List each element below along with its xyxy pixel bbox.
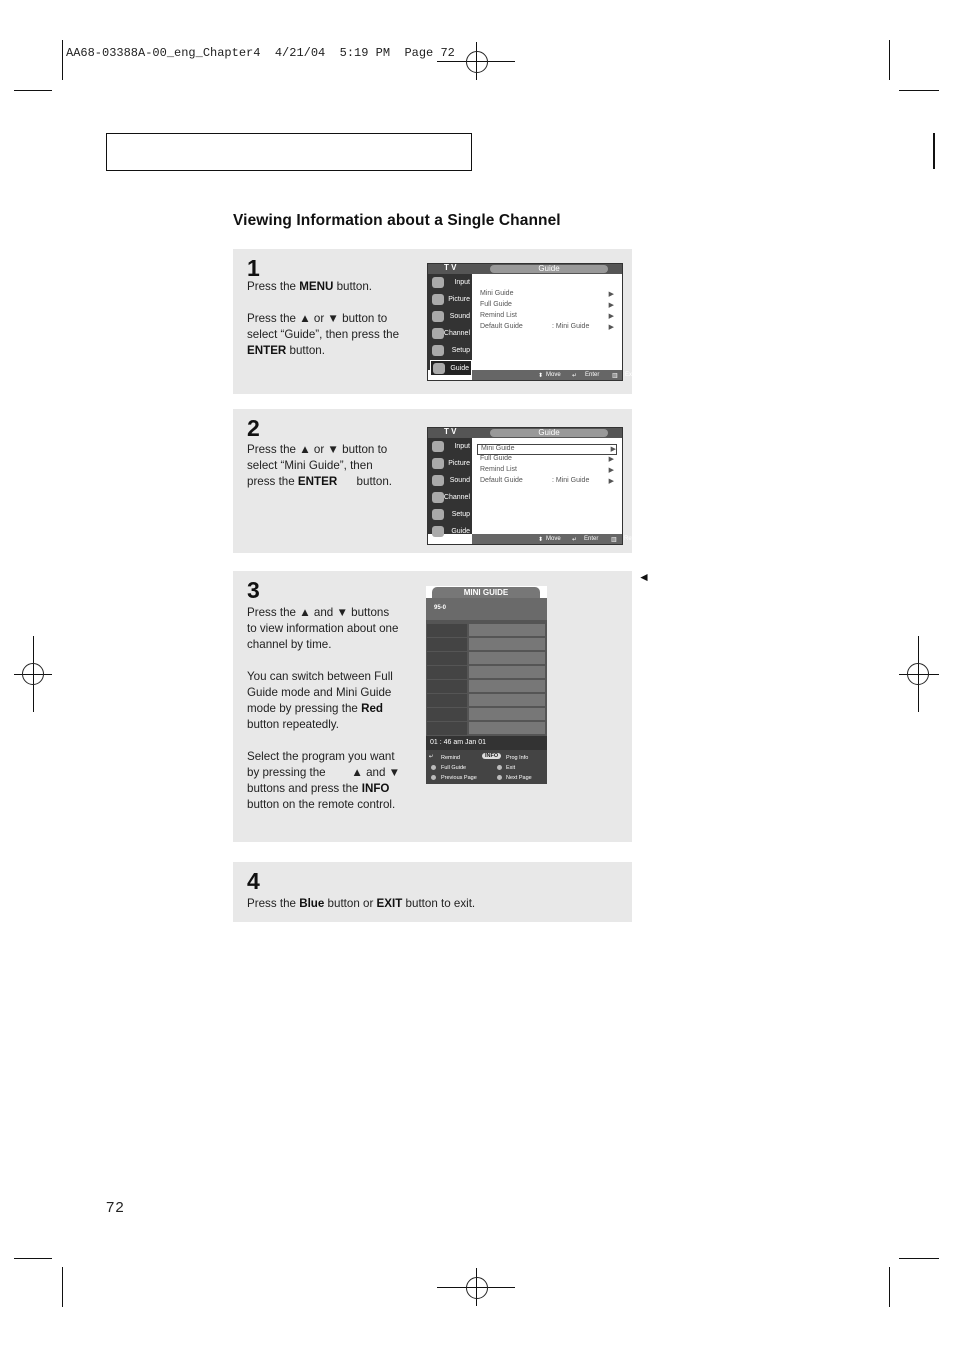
program-cell[interactable] — [469, 708, 545, 720]
input-icon — [432, 277, 444, 288]
mini-guide-header — [426, 586, 547, 598]
input-icon — [432, 441, 444, 452]
arrow-right-icon: ▶ — [608, 302, 614, 309]
arrow-right-icon: ▶ — [608, 291, 614, 298]
registration-mark-icon — [466, 1277, 488, 1299]
sidebar-item-guide[interactable]: Guide — [430, 360, 472, 376]
menu-item-mini-guide[interactable]: Mini Guide ▶ — [480, 290, 614, 298]
sidebar-item-input[interactable]: Input — [430, 439, 472, 455]
sidebar-item-channel[interactable]: Channel — [430, 490, 472, 506]
crop-mark — [14, 1258, 52, 1259]
step-paragraph: Press the MENU button. — [247, 280, 373, 293]
sidebar-item-input[interactable]: Input — [430, 275, 472, 291]
setup-icon — [432, 509, 444, 520]
sound-icon — [432, 311, 444, 322]
sound-icon — [432, 475, 444, 486]
side-marker-icon: ◄ — [638, 570, 650, 584]
sidebar-item-picture[interactable]: Picture — [430, 292, 472, 308]
step-paragraph: Select the program you want by pressing the ▲ and ▼ buttons and press the INFO button on the remote control. — [247, 750, 404, 811]
step-paragraph: Press the Blue button or EXIT button to exit. — [247, 897, 476, 910]
arrow-right-icon: ▶ — [610, 446, 616, 453]
step-text — [247, 605, 402, 829]
registration-mark-icon — [907, 663, 929, 685]
menu-item-mini-guide[interactable]: Mini Guide ▶ — [477, 444, 617, 455]
program-cell[interactable] — [469, 638, 545, 650]
sidebar-item-setup[interactable]: Setup — [430, 343, 472, 359]
crop-mark — [933, 133, 935, 169]
step-text — [247, 442, 397, 506]
guide-icon — [433, 363, 445, 374]
menu-item-full-guide[interactable]: Full Guide ▶ — [480, 301, 614, 309]
tv-menu-header — [428, 264, 622, 274]
page-number: 72 — [106, 1199, 125, 1216]
menu-tab: Guide — [490, 429, 608, 437]
tv-menu-sidebar — [428, 274, 472, 370]
step-paragraph: Press the ▲ or ▼ button to select “Guide”, then press the ENTER button. — [247, 312, 400, 357]
section-title: Viewing Information about a Single Channel — [233, 212, 561, 229]
program-cell[interactable] — [469, 722, 545, 734]
guide-icon — [432, 526, 444, 537]
time-cell — [427, 722, 467, 735]
menu-item-default-guide[interactable]: Default Guide : Mini Guide ▶ — [480, 323, 614, 331]
blue-button-icon — [497, 765, 502, 770]
exit-icon: ▥ — [612, 373, 618, 379]
chapter-title-box — [106, 133, 472, 171]
tv-menu-footer: ⬍ Move ↵ Enter ▥ Exit — [472, 370, 622, 380]
program-cell[interactable] — [469, 680, 545, 692]
step-number: 1 — [247, 255, 260, 281]
info-badge: INFO — [482, 753, 501, 759]
time-cell — [427, 680, 467, 693]
enter-icon: ↵ — [429, 754, 434, 760]
time-cell — [427, 624, 467, 637]
program-cell[interactable] — [469, 666, 545, 678]
channel-icon — [432, 328, 444, 339]
program-cell[interactable] — [469, 694, 545, 706]
tv-menu-header — [428, 428, 622, 438]
registration-mark-icon — [466, 51, 488, 73]
menu-item-remind-list[interactable]: Remind List ▶ — [480, 312, 614, 320]
program-cell[interactable] — [469, 624, 545, 636]
step-paragraph: You can switch between Full Guide mode and Mini Guide mode by pressing the Red button repeatedly. — [247, 670, 393, 731]
guide-menu-list — [480, 290, 614, 334]
time-cell — [427, 666, 467, 679]
picture-icon — [432, 294, 444, 305]
arrow-right-icon: ▶ — [608, 467, 614, 474]
sidebar-item-channel[interactable]: Channel — [430, 326, 472, 342]
tv-menu-sidebar — [428, 438, 472, 534]
tv-label: T V — [444, 263, 457, 272]
menu-tab: Guide — [490, 265, 608, 273]
tv-menu-screen-2 — [427, 427, 643, 545]
sidebar-item-picture[interactable]: Picture — [430, 456, 472, 472]
setup-icon — [432, 345, 444, 356]
registration-mark-icon — [22, 663, 44, 685]
step-paragraph: Press the ▲ or ▼ button to select “Mini Guide”, then press the ENTER button. — [247, 443, 393, 488]
guide-menu-list — [480, 444, 617, 488]
time-cell — [427, 694, 467, 707]
red-button-icon — [431, 765, 436, 770]
enter-icon: ↵ — [572, 537, 578, 543]
tv-label: T V — [444, 427, 457, 436]
time-cell — [427, 652, 467, 665]
picture-icon — [432, 458, 444, 469]
channel-icon — [432, 492, 444, 503]
move-icon: ⬍ — [538, 373, 544, 379]
time-cell — [427, 638, 467, 651]
time-cell — [427, 708, 467, 721]
step-paragraph: Press the ▲ and ▼ buttons to view information about one channel by time. — [247, 606, 399, 651]
menu-item-full-guide[interactable]: Full Guide ▶ — [480, 455, 614, 463]
arrow-right-icon: ▶ — [608, 313, 614, 320]
menu-item-default-guide[interactable]: Default Guide : Mini Guide ▶ — [480, 477, 614, 485]
crop-mark — [14, 90, 52, 91]
crop-mark — [62, 40, 63, 80]
yellow-button-icon — [431, 775, 436, 780]
arrow-right-icon: ▶ — [608, 324, 614, 331]
enter-icon: ↵ — [572, 373, 578, 379]
crop-mark — [899, 1258, 939, 1259]
tv-menu-screen-1 — [427, 263, 636, 381]
step-text — [247, 279, 407, 375]
mini-guide-legend: ↵ Remind INFO Prog Info Full Guide Exit Previous Page Next Page — [426, 750, 547, 784]
mini-guide-clock: 01 : 46 am Jan 01 — [426, 736, 547, 750]
print-header: AA68-03388A-00_eng_Chapter4 4/21/04 5:19 PM Page 72 — [66, 46, 455, 60]
crop-mark — [889, 40, 890, 80]
mini-guide-screen — [426, 586, 547, 784]
mini-guide-grid — [426, 624, 547, 734]
mini-guide-channel: 95-0 — [426, 598, 547, 620]
sidebar-item-sound[interactable]: Sound — [430, 309, 472, 325]
tv-menu-footer: ⬍ Move ↵ Enter ▥ Return — [472, 534, 622, 544]
step-text — [247, 896, 607, 928]
step-number: 2 — [247, 415, 260, 441]
crop-mark — [899, 90, 939, 91]
step-4 — [233, 862, 632, 922]
program-cell[interactable] — [469, 652, 545, 664]
sidebar-item-guide[interactable]: Guide — [430, 524, 472, 540]
step-number: 4 — [247, 868, 260, 894]
step-number: 3 — [247, 577, 260, 603]
menu-item-remind-list[interactable]: Remind List ▶ — [480, 466, 614, 474]
sidebar-item-sound[interactable]: Sound — [430, 473, 472, 489]
move-icon: ⬍ — [538, 537, 544, 543]
crop-mark — [889, 1267, 890, 1307]
mini-guide-title: MINI GUIDE — [463, 588, 509, 597]
arrow-right-icon: ▶ — [608, 478, 614, 485]
green-button-icon — [497, 775, 502, 780]
arrow-right-icon: ▶ — [608, 456, 614, 463]
crop-mark — [62, 1267, 63, 1307]
sidebar-item-setup[interactable]: Setup — [430, 507, 472, 523]
return-icon: ▥ — [611, 537, 617, 543]
